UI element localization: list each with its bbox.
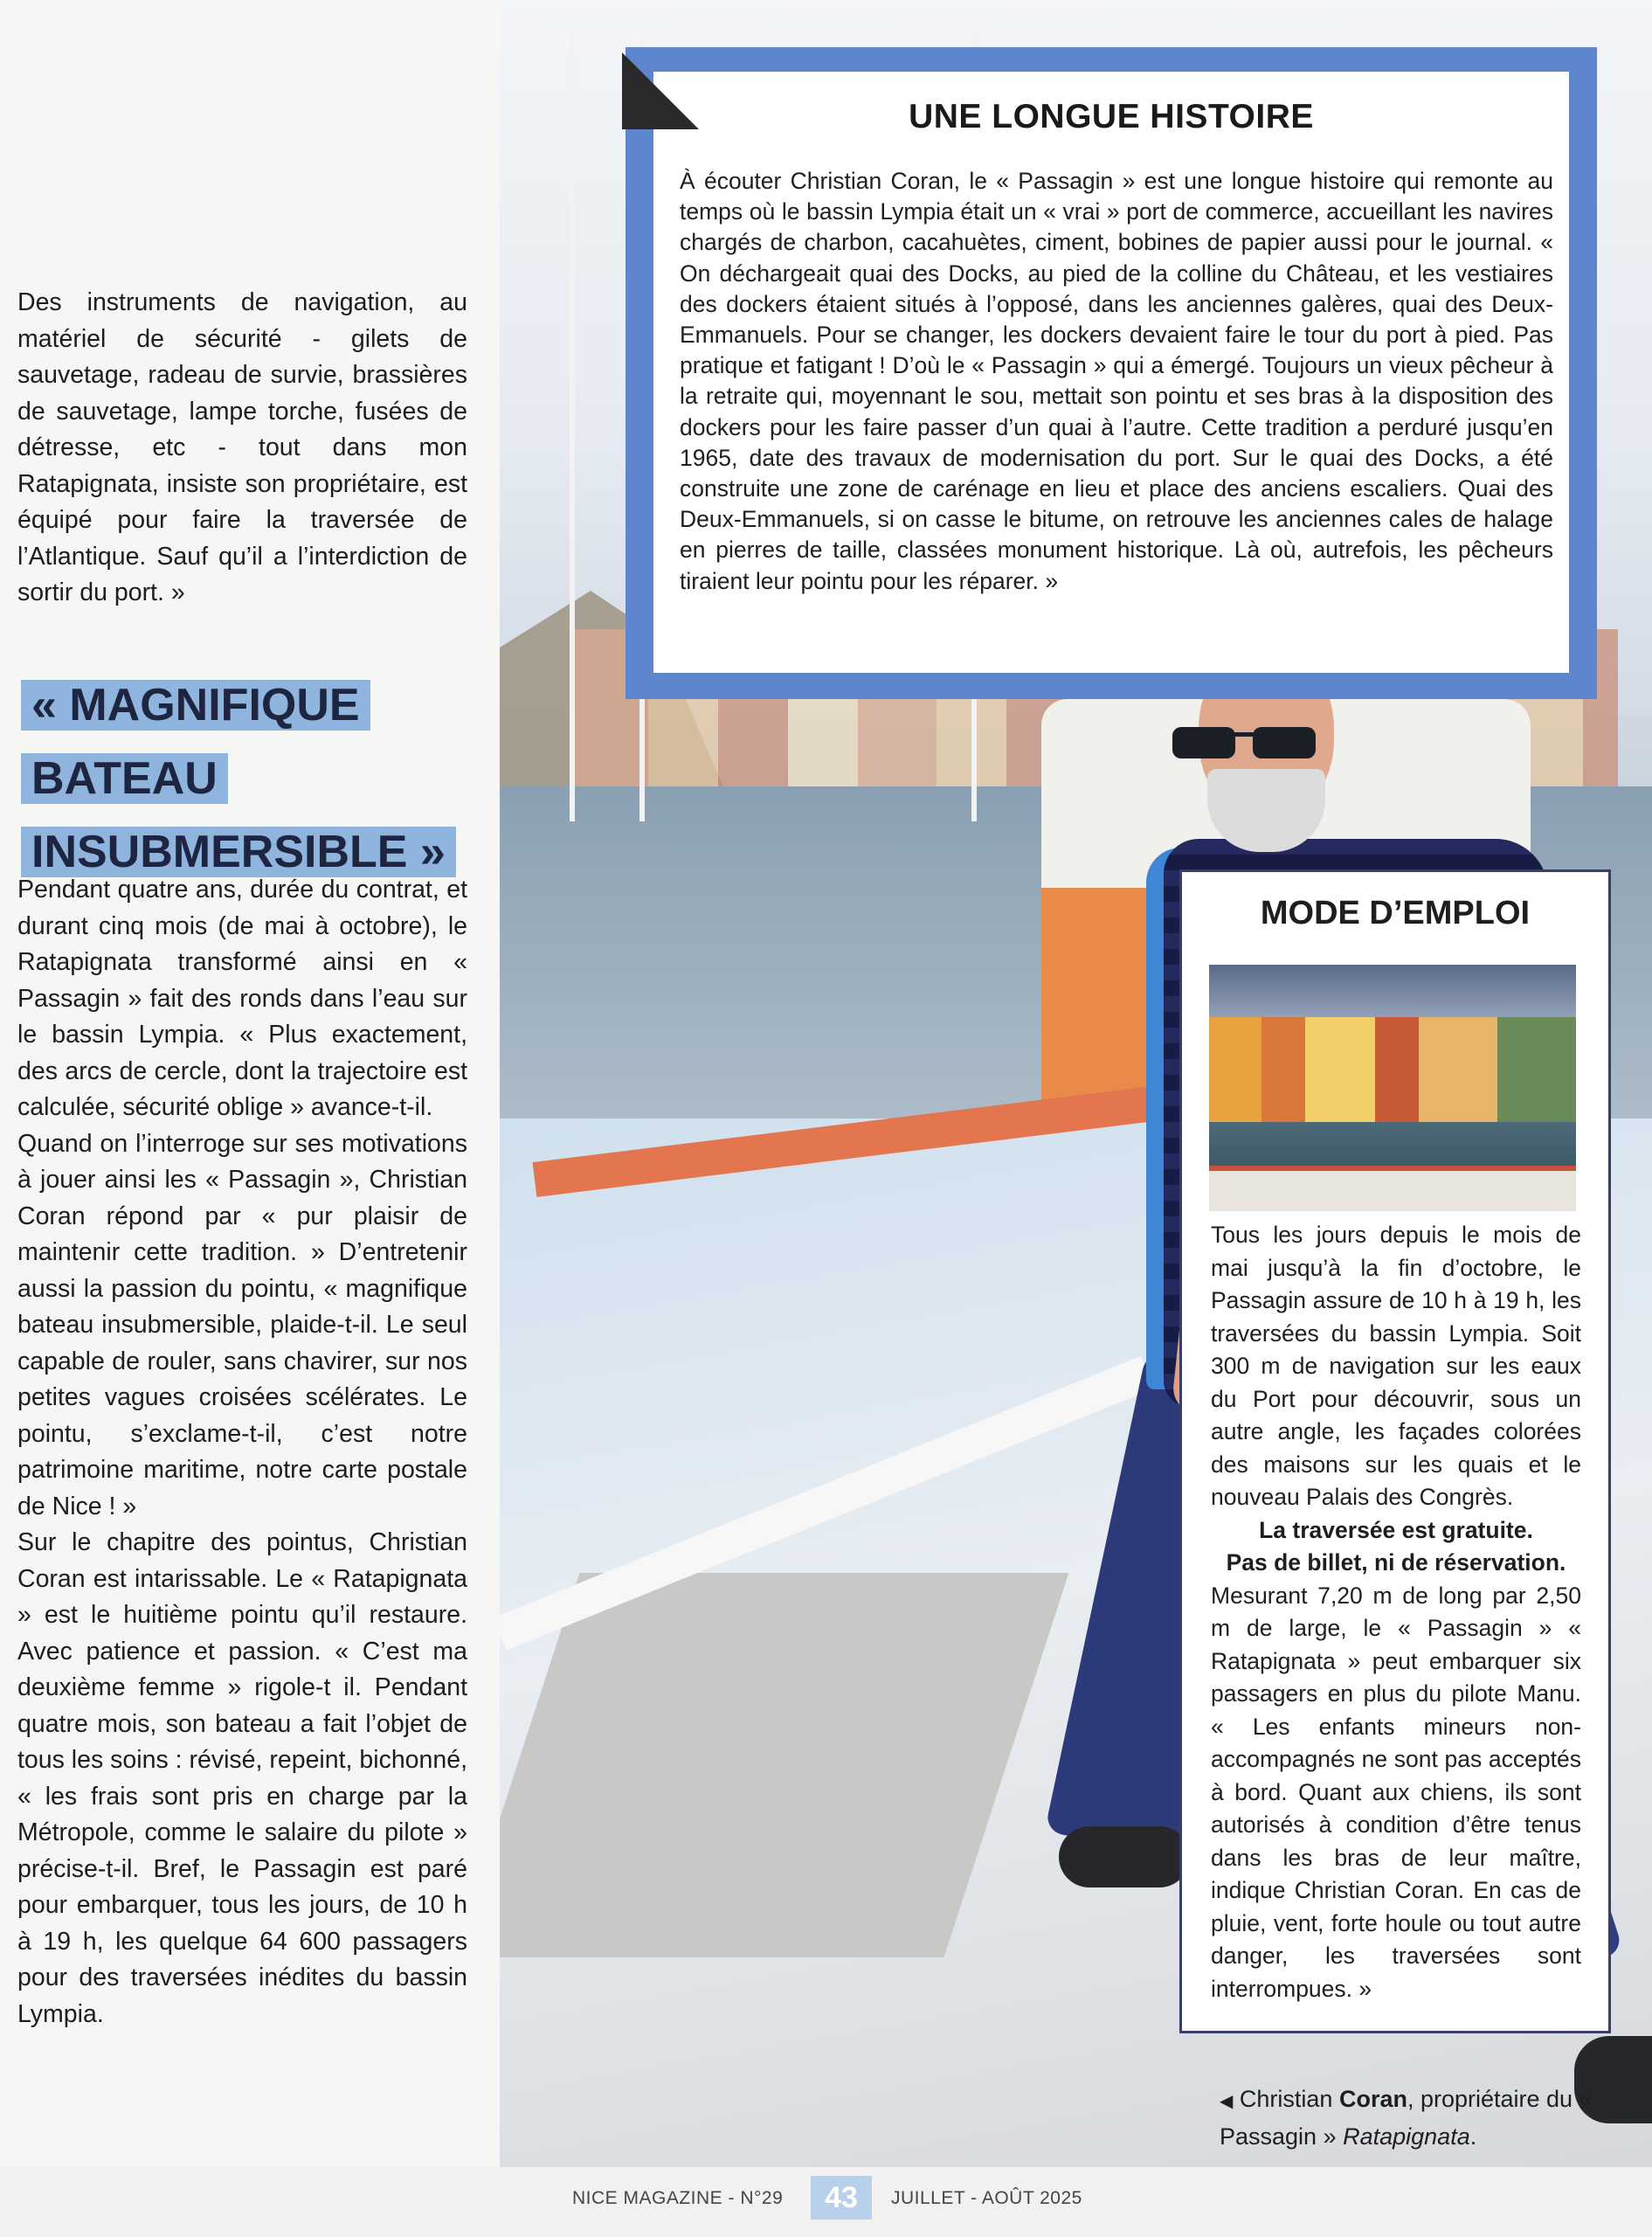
caption-text-a: Christian xyxy=(1239,2086,1339,2112)
harbor-boat xyxy=(1209,1166,1576,1211)
history-paragraph: À écouter Christian Coran, le « Passagin » est une longue histoire qui remonte au temps où le bassin Lympia était un « vrai » port de commerce, accueillant les navires chargés de charbon, cacahuètes, ciment, bobines de papier aussi pour le journal. « On déchargeait quai des Docks, au pied de la colline du Château, et les vestiaires des dockers étaient situés à l’opposé, dans les anciennes galères, quai des Deux-Emmanuels. Pour se changer, les dockers devaient faire le tour du port à pied. Pas pratique et fatigant ! D’où le « Passagin » qui a émergé. Toujours un vieux pêcheur à la retraite qui, moyennant le sou, mettait son pointu et ses bras à la disposition des dockers pour les faire passer d’un quai à l’autre. Cette tradition a perduré jusqu’en 1965, date des travaux de modernisation du port. Sur le quai des Docks, a été construite une zone de carénage en lieu et place des anciens escaliers. Quai des Deux-Emmanuels, si on casse le bitume, on retrouve les anciennes cales de halage en pierres de taille, classées monument historique. Là où, autrefois, les pêcheurs tiraient leur pointu pour les réparer. » xyxy=(680,168,1553,594)
heading-line-2: BATEAU xyxy=(21,753,228,804)
caption-boat-name: Ratapignata xyxy=(1343,2123,1470,2150)
intro-paragraph xyxy=(17,285,467,612)
body-paragraph-2: Quand on l’interroge sur ses motivations à jouer ainsi les « Passagin », Christian Coran répond par « pur plaisir de maintenir cette tradition. » D’entretenir aussi la passion du pointu, « magnifique bateau insubmersible, plaide-t-il. Le seul capable de rouler, sans chavirer, sur nos petites vagues croisées scélérates. Le pointu, s’exclame-t-il, c’est notre patrimoine maritime, notre carte postale de Nice ! » xyxy=(17,1129,467,1520)
harbor-buildings xyxy=(1209,1017,1576,1122)
caption-text-b: , propriétaire du « Passagin » xyxy=(1220,2086,1593,2150)
intro-text: Des instruments de navigation, au matériel de sécurité - gilets de sauvetage, radeau de survie, brassières de sauvetage, lampe torche, fusées de détresse, etc - tout dans mon Ratapignata, insiste son propriétaire, est équipé pour faire la traversée de l’Atlantique. Sauf qu’il a l’interdiction de sortir du port. » xyxy=(17,288,467,606)
history-box-text xyxy=(680,166,1553,597)
man-left-shoe xyxy=(1059,1826,1190,1887)
sunglasses-icon xyxy=(1171,724,1319,762)
harbor-photo xyxy=(1209,965,1576,1211)
usage-paragraph-2: Mesurant 7,20 m de long par 2,50 m de large, le « Passagin » « Ratapignata » peut embarquer six passagers en plus du pilote Manu. « Les enfants mineurs non-accompagnés ne sont pas acceptés à bord. Quant aux chiens, ils sont autorisés à condition d’être tenus dans les bras de leur maître, indique Christian Coran. En cas de pluie, vent, forte houle ou tout autre danger, les traversées sont interrompues. » xyxy=(1211,1582,1581,2002)
no-ticket-note: Pas de billet, ni de réservation. xyxy=(1226,1549,1566,1576)
photo-mast xyxy=(570,35,575,821)
heading-line-1: « MAGNIFIQUE xyxy=(21,680,370,731)
section-heading xyxy=(21,668,456,889)
body-paragraph-3: Sur le chapitre des pointus, Christian Coran est intarissable. Le « Ratapignata » est le huitième pointu qu’il restaure. Avec patience et passion. « C’est ma deuxième femme » rigole-t il. Pendant quatre mois, son bateau a fait l’objet de tous les soins : révisé, repeint, bichonné, « les frais sont pris en charge par la Métropole, comme le salaire du pilote » précise-t-il. Bref, le Passagin est paré pour embarquer, tous les jours, de 10 h à 19 h, les quelque 64 600 passagers pour des traversées inédites du bassin Lympia. xyxy=(17,1528,467,2028)
body-text xyxy=(17,872,467,2033)
usage-box-title: MODE D’EMPLOI xyxy=(1260,895,1531,932)
caption-name: Coran xyxy=(1338,2086,1407,2112)
history-box-title: UNE LONGUE HISTOIRE xyxy=(909,98,1314,135)
page-number: 43 xyxy=(811,2176,872,2220)
magazine-name: NICE MAGAZINE - N°29 xyxy=(572,2188,784,2208)
usage-box-text xyxy=(1211,1219,1581,2005)
usage-paragraph-1: Tous les jours depuis le mois de mai jusqu’à la fin d’octobre, le Passagin assure de 10 h à 19 h, les traversées du bassin Lympia. Soit 300 m de navigation sur les eaux du Port pour découvrir, sous un autre angle, les façades colorées des maisons sur les quais et le nouveau Palais des Congrès. xyxy=(1211,1222,1581,1510)
issue-date: JUILLET - AOÛT 2025 xyxy=(891,2188,1082,2208)
photo-caption xyxy=(1220,2081,1604,2154)
body-paragraph-1: Pendant quatre ans, durée du contrat, et durant cinq mois (de mai à octobre), le Ratapignata transformé ainsi en « Passagin » fait des ronds dans l’eau sur le bassin Lympia. « Plus exactement, des arcs de cercle, dont la trajectoire est calculée, sécurité oblige » avance-t-il. xyxy=(17,876,467,1121)
free-crossing-note: La traversée est gratuite. xyxy=(1259,1516,1533,1543)
caption-arrow-icon: ◀ xyxy=(1220,2092,1234,2111)
caption-text-c: . xyxy=(1469,2123,1477,2150)
heading-line-3: INSUBMERSIBLE » xyxy=(21,827,456,877)
